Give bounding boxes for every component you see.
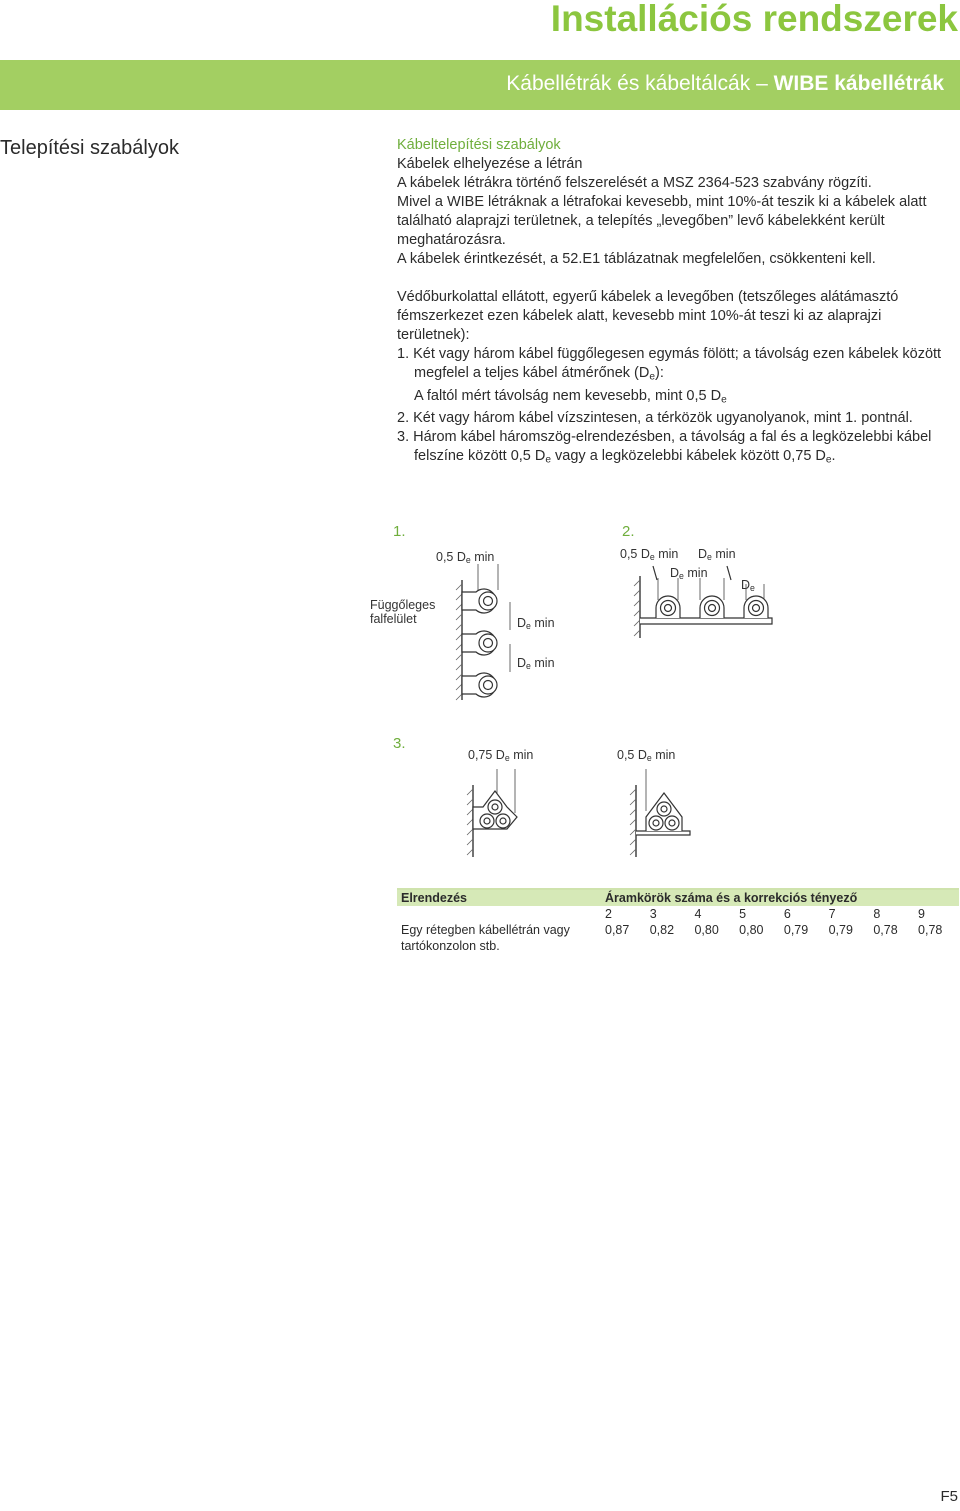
table-cell: 4 bbox=[694, 907, 702, 921]
table-cell: 3 bbox=[649, 907, 657, 921]
section-band-title bbox=[506, 72, 944, 96]
diagram-2-figure bbox=[620, 560, 780, 640]
list-item-1-text: 1. Két vagy három kábel függőlegesen egymás fölött; a távolság ezen kábelek között megfelel a teljes kábel átmérőnek (D bbox=[397, 346, 942, 381]
label-text: 0,5 D bbox=[620, 547, 650, 561]
label-text: 0,5 D bbox=[436, 550, 466, 564]
table-cell bbox=[397, 906, 601, 922]
label-min: min bbox=[654, 547, 679, 561]
table-cell: 7 bbox=[828, 907, 836, 921]
table-cell: 2 bbox=[605, 907, 612, 921]
list-item-1b-text: A faltól mért távolság nem kevesebb, mint 0,5 D bbox=[414, 387, 722, 404]
list-item-1b bbox=[397, 387, 957, 410]
table-cell: 0,78 bbox=[873, 923, 898, 937]
table-cell: 0,79 bbox=[828, 923, 853, 937]
label-text: D bbox=[741, 578, 751, 592]
paragraph-1: A kábelek létrákra történő felszerelését a MSZ 2364-523 szabvány rögzíti. bbox=[397, 175, 872, 191]
correction-factor-table bbox=[397, 888, 959, 954]
label-min: min bbox=[651, 748, 676, 762]
section-band bbox=[0, 60, 960, 110]
label-text: D bbox=[517, 656, 527, 670]
table-header-arrangement: Elrendezés bbox=[397, 889, 601, 906]
table-cell: 0,78 bbox=[918, 923, 943, 937]
paragraph-3: A kábelek érintkezését, a 52.E1 táblázatnak megfelelően, csökkenteni kell. bbox=[397, 251, 876, 267]
sub-e: e bbox=[526, 661, 531, 672]
list-item-3-text: 3. Három kábel háromszög-elrendezésben, a távolság a fal és a legközelebbi kábel felszíne között 0,5 D bbox=[397, 429, 932, 465]
list-item-3-end: . bbox=[831, 448, 836, 465]
sub-e: e bbox=[679, 571, 684, 582]
band-bold: WIBE kábellétrák bbox=[773, 72, 944, 95]
content-subheading: Kábelek elhelyezése a létrán bbox=[397, 156, 583, 172]
wall-label-line-2: falfelület bbox=[370, 612, 417, 626]
table-cell: 0,82 bbox=[649, 923, 675, 937]
table-row bbox=[397, 922, 959, 954]
row-label-line-1: Egy rétegben kábellétrán vagy bbox=[401, 923, 570, 937]
sub-e: e bbox=[465, 555, 471, 566]
band-prefix: Kábellétrák és kábeltálcák – bbox=[506, 72, 774, 95]
label-text: D bbox=[517, 616, 527, 630]
sub-e: e bbox=[825, 454, 832, 466]
label-text: D bbox=[698, 547, 708, 561]
page-title: Installációs rendszerek bbox=[550, 0, 958, 39]
diagram-3a-figure bbox=[455, 765, 545, 860]
table-header-row bbox=[397, 889, 959, 906]
paragraph-2: Mivel a WIBE létráknak a létrafokai kevesebb, mint 10%-át teszik ki a kábelek alatt található alaprajzi területnek, a telepítés „levegőben” levő kábelekként került meghatározásra. bbox=[397, 194, 927, 248]
sub-e: e bbox=[750, 583, 755, 594]
diagram-3-number: 3. bbox=[393, 735, 406, 752]
sub-e: e bbox=[707, 552, 712, 563]
wall-label-line-1: Függőleges bbox=[370, 598, 436, 612]
label-min: min bbox=[711, 547, 736, 561]
label-min: min bbox=[530, 656, 555, 670]
list-item-1-end: ): bbox=[654, 365, 664, 381]
paragraph-4: Védőburkolattal ellátott, egyerű kábelek a levegőben (tetszőleges alátámasztó fémszerkezet ezen kábelek alatt, kevesebb mint 10%-át teszi ki az alaprajzi területnek): bbox=[397, 289, 899, 343]
side-title: Telepítési szabályok bbox=[0, 137, 179, 159]
row-label-line-2: tartókonzolon stb. bbox=[401, 939, 500, 953]
list-item-3 bbox=[397, 428, 957, 470]
table-cell: 0,80 bbox=[739, 923, 764, 937]
label-text: 0,75 D bbox=[468, 748, 505, 762]
sub-e: e bbox=[649, 552, 655, 563]
list-item-2: 2. Két vagy három kábel vízszintesen, a térközök ugyanolyanok, mint 1. pontnál. bbox=[397, 410, 913, 427]
diagram-2-number: 2. bbox=[622, 523, 635, 540]
sub-e: e bbox=[504, 753, 510, 764]
table-row-label bbox=[397, 922, 601, 954]
content-heading: Kábeltelepítési szabályok bbox=[397, 137, 561, 153]
sub-e: e bbox=[545, 454, 552, 466]
table-cell: 8 bbox=[873, 907, 881, 921]
diagram-3-label-a bbox=[468, 748, 533, 763]
table-cell: 0,79 bbox=[783, 923, 809, 937]
label-min: min bbox=[683, 566, 708, 580]
list-item-3-text-b: vagy a legközelebbi kábelek között 0,75 D bbox=[551, 448, 826, 465]
table-cell: 0,80 bbox=[694, 923, 719, 937]
content-body bbox=[397, 136, 957, 470]
label-text: D bbox=[670, 566, 680, 580]
table-row-counts bbox=[397, 906, 959, 922]
table-header-factors: Áramkörök száma és a korrekciós tényező bbox=[601, 889, 959, 906]
table-cell: 6 bbox=[783, 907, 791, 921]
label-min: min bbox=[509, 748, 534, 762]
sub-e: e bbox=[646, 753, 652, 764]
sub-e: e bbox=[721, 394, 727, 406]
label-min: min bbox=[530, 616, 555, 630]
sub-e: e bbox=[526, 621, 531, 632]
list-item-1 bbox=[397, 345, 957, 387]
label-min: min bbox=[470, 550, 495, 564]
diagram-3-label-b bbox=[617, 748, 675, 763]
label-text: 0,5 D bbox=[617, 748, 647, 762]
table-cell: 9 bbox=[918, 907, 925, 921]
table-cell: 0,87 bbox=[605, 923, 630, 937]
sub-e: e bbox=[649, 371, 655, 383]
diagram-1-figure bbox=[420, 560, 540, 710]
page-number: F5 bbox=[940, 1488, 958, 1505]
diagram-3b-figure bbox=[620, 765, 710, 860]
table-cell: 5 bbox=[739, 907, 747, 921]
diagram-1-number: 1. bbox=[393, 523, 406, 540]
